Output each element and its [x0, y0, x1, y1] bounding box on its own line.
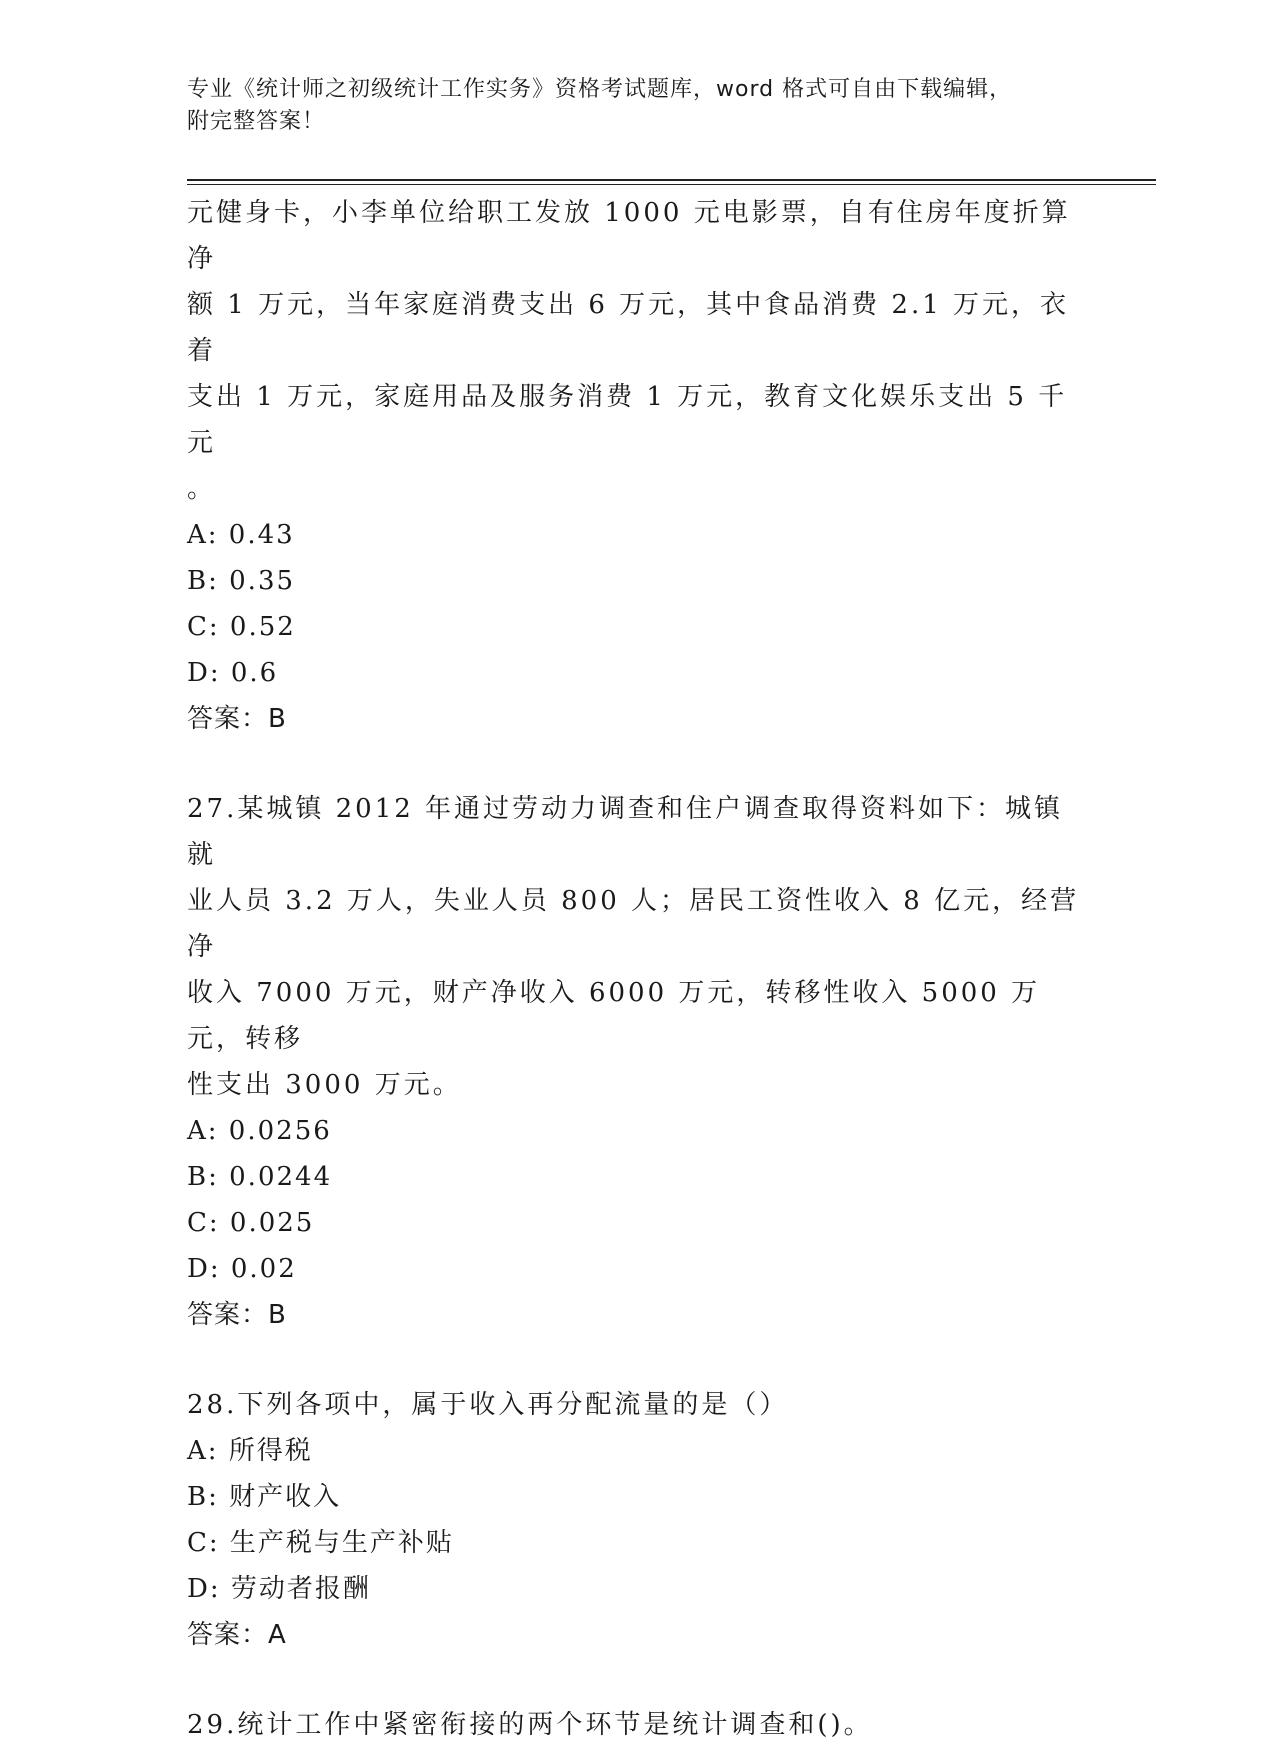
option-b: B: 0.0244	[187, 1162, 333, 1192]
header-divider-thick	[187, 179, 1156, 181]
question-text-line: 28.下列各项中，属于收入再分配流量的是（）	[187, 1390, 789, 1420]
answer-line: 答案：B	[187, 1300, 287, 1330]
question-27	[187, 786, 1087, 1338]
option-c: C: 生产税与生产补贴	[187, 1528, 454, 1558]
option-a: A: 0.43	[187, 520, 295, 550]
answer-line: 答案：A	[187, 1620, 287, 1650]
question-text-line: 29.统计工作中紧密衔接的两个环节是统计调查和()。	[187, 1710, 873, 1740]
option-b: B: 财产收入	[187, 1482, 342, 1512]
option-c: C: 0.025	[187, 1208, 315, 1238]
option-c: C: 0.52	[187, 612, 296, 642]
option-a: A: 所得税	[187, 1436, 313, 1466]
question-text-line: 元健身卡，小李单位给职工发放 1000 元电影票，自有住房年度折算净	[187, 198, 1071, 274]
question-list	[187, 190, 1087, 1748]
question-text-line: 27.某城镇 2012 年通过劳动力调查和住户调查取得资料如下：城镇就	[187, 794, 1064, 870]
question-26	[187, 190, 1087, 742]
question-text-line: 。	[187, 474, 217, 504]
question-28	[187, 1382, 1087, 1658]
header-line-2: 附完整答案！	[187, 109, 326, 134]
document-header	[187, 74, 1087, 138]
question-29	[187, 1702, 1087, 1748]
option-d: D: 劳动者报酬	[187, 1574, 371, 1604]
question-text-line: 业人员 3.2 万人，失业人员 800 人；居民工资性收入 8 亿元，经营净	[187, 886, 1080, 962]
option-d: D: 0.6	[187, 658, 279, 688]
header-divider-thin	[187, 184, 1156, 185]
question-text-line: 收入 7000 万元，财产净收入 6000 万元，转移性收入 5000 万元，转移	[187, 978, 1041, 1054]
option-b: B: 0.35	[187, 566, 296, 596]
header-line-1: 专业《统计师之初级统计工作实务》资格考试题库，word 格式可自由下载编辑，	[187, 77, 1013, 102]
answer-line: 答案：B	[187, 704, 287, 734]
option-a: A: 0.0256	[187, 1116, 332, 1146]
option-d: D: 0.02	[187, 1254, 297, 1284]
question-text-line: 性支出 3000 万元。	[187, 1070, 462, 1100]
question-text-line: 额 1 万元，当年家庭消费支出 6 万元，其中食品消费 2.1 万元，衣着	[187, 290, 1070, 366]
question-text-line: 支出 1 万元，家庭用品及服务消费 1 万元，教育文化娱乐支出 5 千元	[187, 382, 1068, 458]
